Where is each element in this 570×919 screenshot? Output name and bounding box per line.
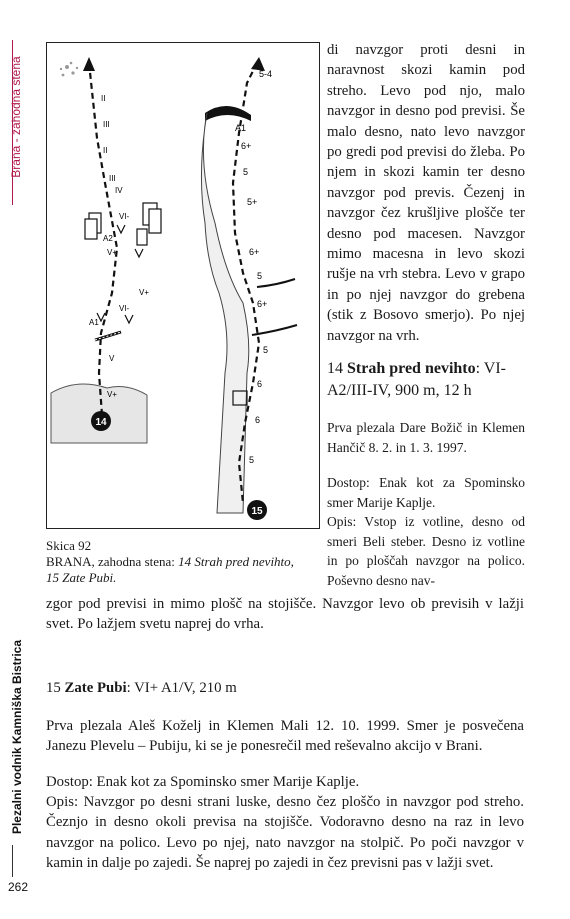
figure-caption (46, 538, 318, 586)
route-15-heading: 15 Zate Pubi: VI+ A1/V, 210 m (46, 680, 237, 696)
grade-label: 5 (249, 455, 255, 465)
grade-label: 5 (243, 167, 249, 177)
route-14-marker: 14 (95, 417, 107, 428)
route-15-access: Dostop: Enak kot za Spominsko smer Marije Kaplje. (46, 774, 360, 790)
route-14-description: Opis: Vstop iz votline, desno od smeri Beli steber. Desno iz votline in po ploščah navzgor na polico. Poševno desno nav- (327, 514, 525, 588)
grade-label: 5+ (247, 197, 258, 207)
grade-label: VI- (119, 212, 130, 221)
route-15-sketch (201, 57, 297, 520)
right-column (327, 40, 525, 590)
grade-label: V+ (139, 288, 150, 297)
grade-label: 6+ (257, 299, 268, 309)
route-14-description-continued: zgor pod previsi in mimo plošč na stojišče. Navzgor levo ob previsih v lažji svet. Po lažjem svetu naprej do vrha. (46, 596, 524, 633)
grade-label: A1 (235, 123, 247, 133)
route-14-heading: 14 Strah pred nevihto: VI-A2/III-IV, 900 m, 12 h (327, 360, 506, 400)
route-14-first-ascent: Prva plezala Dare Božič in Klemen Hančič 8. 2. in 1. 3. 1997. (327, 420, 525, 455)
grade-label: III (103, 120, 110, 129)
grade-label: 5 (263, 345, 269, 355)
route-13-description: di navzgor proti desni in naravnost skozi kamin pod streho. Levo pod njo, malo navzgor in desno pod previsi. Še malo desno, nato levo navzgor po gredi pod previsi do žleba. Po njem in skozi kamin ter desno navzgor pod previs. Čezenj in navzgor čez krušljive plošče ter desno pod macesen. Navzgor mimo macesna in levo skozi rušje na vrh stebra. Levo v grapo in po njej navzgor do grebena (stik z Bosovo smerjo). Po njej navzgor na vrh. (327, 42, 525, 344)
caption-line: 15 Zate Pubi. (46, 570, 117, 585)
book-title-label: Plezalni vodnik Kamniška Bistrica (10, 639, 24, 835)
grade-label: A2 (103, 234, 113, 243)
grade-label: IV (115, 186, 123, 195)
caption-number: Skica 92 (46, 538, 92, 553)
grade-label: 6 (255, 415, 261, 425)
grade-label: A1 (89, 318, 99, 327)
route-sketch-figure (46, 42, 320, 529)
route-14-access: Dostop: Enak kot za Spominsko smer Marije Kaplje. (327, 475, 525, 510)
grade-label: V+ (107, 248, 118, 257)
grade-label: V+ (107, 390, 118, 399)
sidebar-rule-bottom (12, 845, 13, 877)
route-14-sketch (51, 57, 161, 443)
grade-label: 5 (257, 271, 263, 281)
route-sketch (47, 43, 319, 528)
grade-label: II (101, 94, 106, 103)
grade-label: 6 (257, 379, 263, 389)
grade-label: VI- (119, 304, 130, 313)
grade-label: V (109, 354, 115, 363)
grade-label: II (103, 146, 108, 155)
grade-label: 6+ (249, 247, 260, 257)
route-15-marker: 15 (251, 506, 263, 517)
caption-line: BRANA, zahodna stena: 14 Strah pred nevihto, (46, 554, 294, 569)
route-15-description: Opis: Navzgor po desni strani luske, desno čez ploščo in navzgor pod streho. Čeznjo in desno okoli previsa na stojišče. Vodoravno desno na raz in levo navzgor na polico. Levo po njej, nato navzgor na stolpič. Po poči navzgor v kamin in dalje po zajedi. Še naprej po zajedi in čez previsni pas v lažji svet. (46, 794, 524, 872)
grade-label: 6+ (241, 141, 252, 151)
grade-label: III (109, 174, 116, 183)
section-label: Brana - zahodna stena (9, 56, 23, 178)
grade-label: 5-4 (259, 69, 273, 79)
page-number: 262 (8, 880, 29, 894)
route-15-first-ascent: Prva plezala Aleš Koželj in Klemen Mali 12. 10. 1999. Smer je posvečena Janezu Plevelu – Pubiju, ki se je ponesrečil med reševalno akcijo v Brani. (46, 718, 524, 755)
